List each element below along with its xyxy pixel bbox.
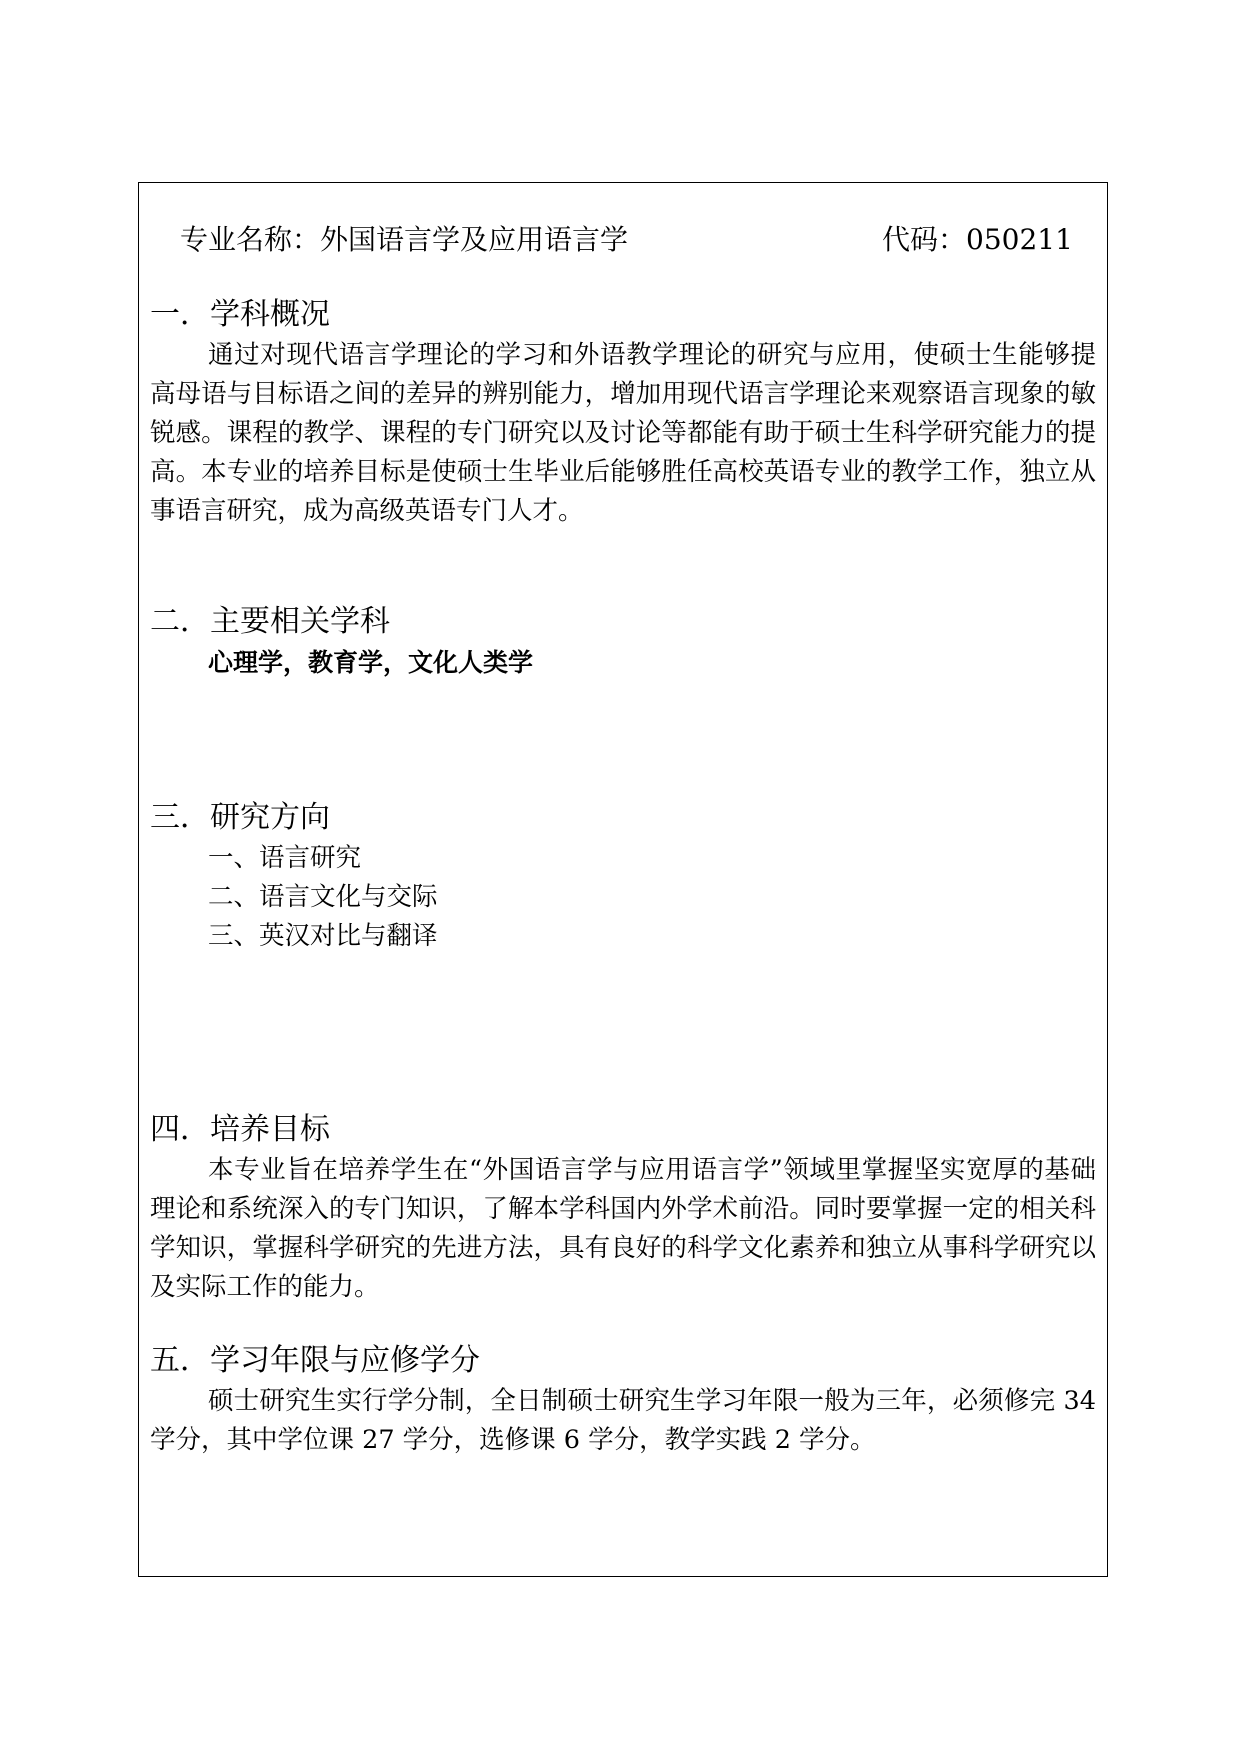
section-title-directions: 三．研究方向 xyxy=(150,800,330,835)
major-header xyxy=(180,218,1073,262)
major-code xyxy=(882,218,1073,262)
direction-list xyxy=(150,839,1096,956)
section-title-duration: 五．学习年限与应修学分 xyxy=(150,1343,480,1378)
goals-paragraph: 本专业旨在培养学生在“外国语言学与应用语言学”领域里掌握坚实宽厚的基础理论和系统深入的专门知识，了解本学科国内外学术前沿。同时要掌握一定的相关科学知识，掌握科学研究的先进方法，具有良好的科学文化素养和独立从事科学研究以及实际工作的能力。 xyxy=(150,1155,1096,1302)
section-overview xyxy=(150,294,1096,531)
section-goals xyxy=(150,1109,1096,1307)
direction-item: 三、英汉对比与翻译 xyxy=(208,921,438,951)
section-duration xyxy=(150,1340,1096,1460)
direction-item: 二、语言文化与交际 xyxy=(208,882,438,912)
duration-paragraph: 硕士研究生实行学分制，全日制硕士研究生学习年限一般为三年，必须修完 34 学分，其中学位课 27 学分，选修课 6 学分，教学实践 2 学分。 xyxy=(150,1386,1096,1455)
section-title-related: 二．主要相关学科 xyxy=(150,604,390,639)
major-code-label: 代码： xyxy=(882,223,967,256)
major-name: 专业名称：外国语言学及应用语言学 xyxy=(180,223,629,256)
section-related xyxy=(150,601,1096,683)
direction-item: 一、语言研究 xyxy=(208,843,362,873)
major-code-value: 050211 xyxy=(966,223,1073,256)
section-title-goals: 四．培养目标 xyxy=(150,1112,330,1147)
section-directions xyxy=(150,797,1096,956)
related-disciplines: 心理学，教育学，文化人类学 xyxy=(208,648,534,677)
section-title-overview: 一．学科概况 xyxy=(150,297,330,332)
overview-paragraph: 通过对现代语言学理论的学习和外语教学理论的研究与应用，使硕士生能够提高母语与目标语之间的差异的辨别能力，增加用现代语言学理论来观察语言现象的敏锐感。课程的教学、课程的专门研究以及讨论等都能有助于硕士生科学研究能力的提高。本专业的培养目标是使硕士生毕业后能够胜任高校英语专业的教学工作，独立从事语言研究，成为高级英语专门人才。 xyxy=(150,340,1096,526)
